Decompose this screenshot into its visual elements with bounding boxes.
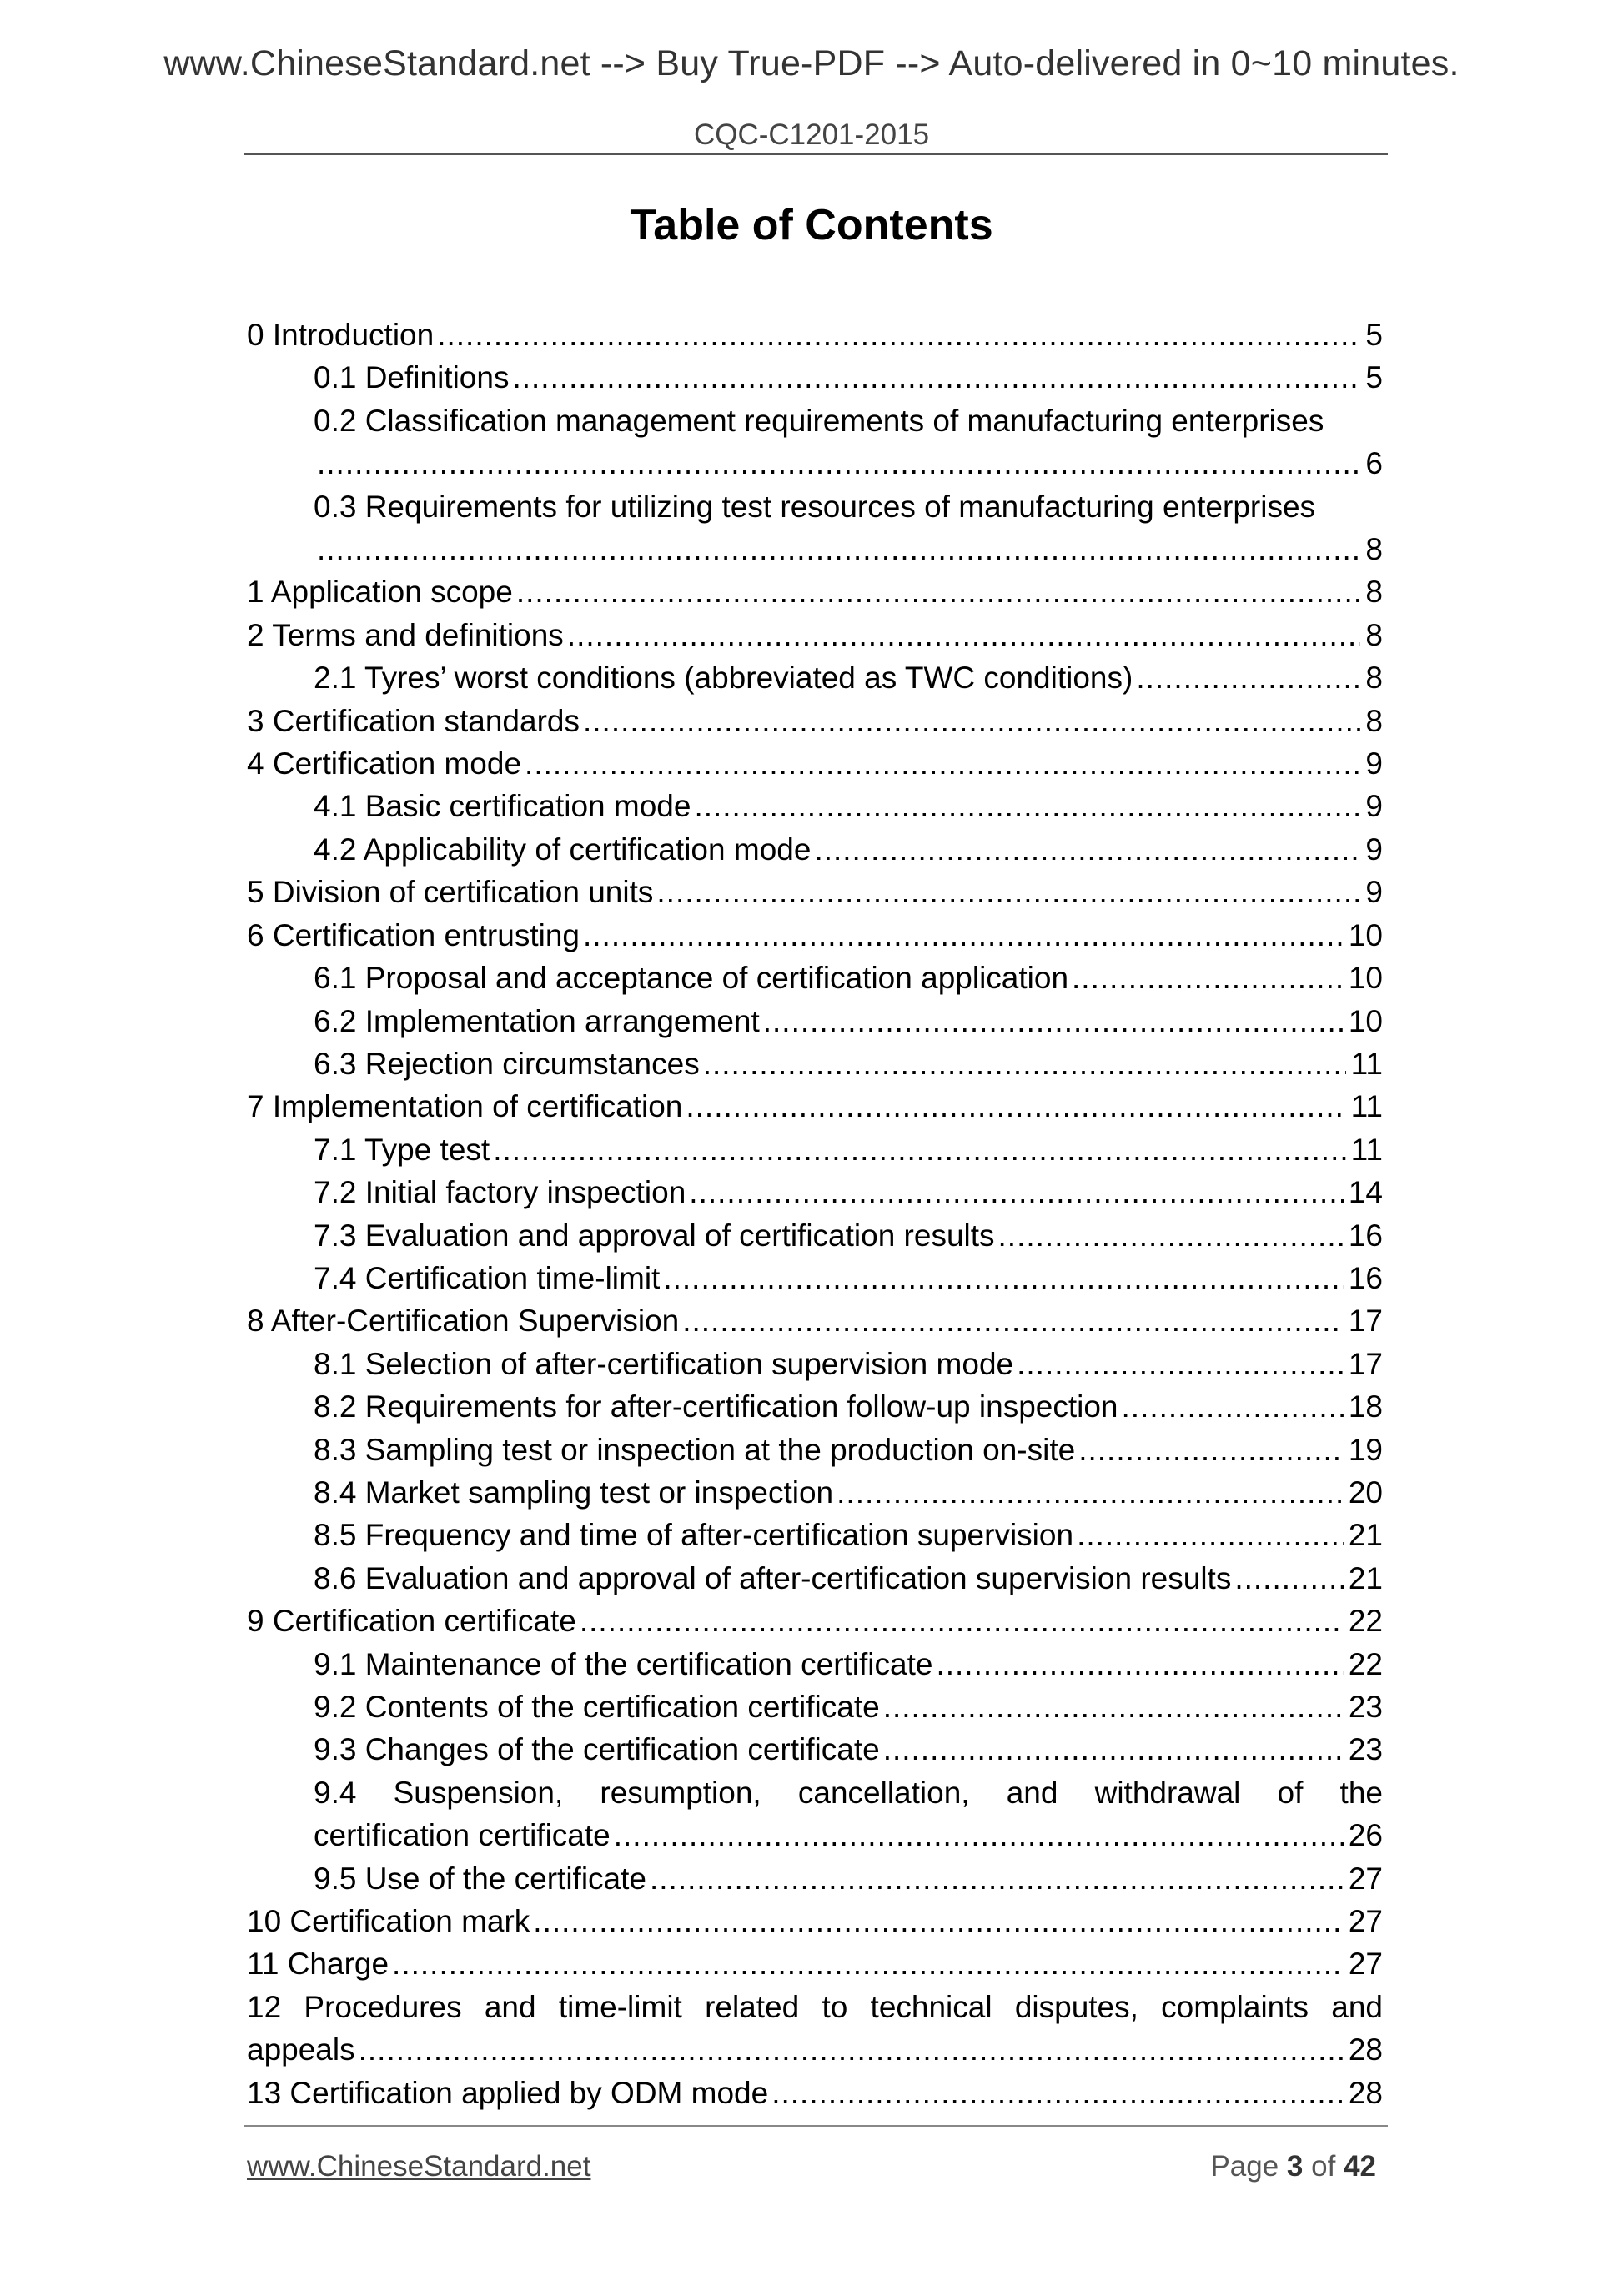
toc-entry-page: 6 [1365, 446, 1383, 481]
footer-rule [244, 2125, 1388, 2127]
toc-leader-dots [837, 1471, 1344, 1514]
toc-entry[interactable] [247, 570, 1383, 613]
toc-entry-page: 9 [1365, 746, 1383, 781]
toc-leader-dots [567, 614, 1361, 656]
toc-entry[interactable] [247, 1514, 1383, 1556]
toc-entry-page: 23 [1348, 1690, 1383, 1724]
toc-entry[interactable] [247, 1686, 1383, 1728]
toc-entry[interactable] [247, 1471, 1383, 1514]
toc-entry-page: 10 [1348, 961, 1383, 996]
toc-entry[interactable] [247, 1385, 1383, 1428]
toc-entry-page: 8 [1365, 703, 1383, 738]
toc-leader-dots [883, 1728, 1344, 1771]
toc-entry-label: 7.2 Initial factory inspection [314, 1175, 686, 1210]
toc-entry-page: 27 [1348, 1947, 1383, 1982]
toc-entry[interactable] [247, 485, 1383, 528]
toc-entry-page: 21 [1348, 1518, 1383, 1553]
toc-leader-dots [583, 914, 1344, 957]
toc-leader-dots [580, 1600, 1344, 1642]
toc-entry[interactable] [247, 1000, 1383, 1042]
toc-leader-dots [516, 570, 1361, 613]
toc-entry-page: 26 [1348, 1818, 1383, 1853]
toc-entry-label: 4.1 Basic certification mode [314, 789, 691, 824]
toc-entry-page: 10 [1348, 1003, 1383, 1038]
toc-entry[interactable] [247, 1600, 1383, 1642]
toc-leader-dots [512, 356, 1360, 399]
toc-entry-page: 11 [1350, 1046, 1383, 1081]
toc-entry-page: 8 [1365, 661, 1383, 696]
toc-entry-continuation[interactable] [247, 2028, 1383, 2071]
toc-entry-page: 8 [1365, 617, 1383, 652]
toc-entry-label: 7.1 Type test [314, 1132, 490, 1167]
toc-leader-dots [771, 2072, 1344, 2114]
toc-entry[interactable] [247, 742, 1383, 785]
toc-entry[interactable] [247, 1214, 1383, 1257]
toc-leader-dots [1078, 1429, 1344, 1471]
toc-entry-label: 8.2 Requirements for after-certification follow-up inspection [314, 1389, 1118, 1424]
toc-entry-page: 14 [1348, 1175, 1383, 1210]
toc-leader-dots [533, 1900, 1344, 1942]
toc-entry-label: 8.6 Evaluation and approval of after-certification supervision results [314, 1560, 1232, 1595]
toc-entry-label: 6.2 Implementation arrangement [314, 1003, 760, 1038]
toc-leader-dots [694, 785, 1360, 827]
toc-entry-page: 22 [1348, 1646, 1383, 1681]
toc-entry-label: 7 Implementation of certification [247, 1089, 683, 1124]
toc-entry-label: 9 Certification certificate [247, 1604, 576, 1639]
toc-entry[interactable] [247, 1171, 1383, 1213]
toc-entry[interactable] [247, 1042, 1383, 1085]
toc-entry-page: 8 [1365, 532, 1383, 567]
toc-entry[interactable] [247, 1085, 1383, 1128]
toc-entry-label: 6 Certification entrusting [247, 917, 580, 952]
toc-leader-dots [437, 314, 1360, 356]
toc-entry-label: 0 Introduction [247, 318, 435, 352]
toc-entry[interactable] [247, 957, 1383, 999]
toc-entry-page: 19 [1348, 1432, 1383, 1467]
toc-leader-dots [392, 1942, 1344, 1985]
toc-entry[interactable] [247, 2072, 1383, 2114]
footer-website-link[interactable]: www.ChineseStandard.net [247, 2150, 591, 2183]
toc-entry-continuation[interactable] [247, 528, 1383, 570]
toc-leader-dots [663, 1257, 1344, 1299]
table-of-contents [247, 314, 1383, 2114]
toc-entry-label: 9.2 Contents of the certification certificate [314, 1690, 880, 1724]
document-code: CQC-C1201-2015 [693, 118, 930, 151]
of-word: of [1311, 2150, 1336, 2183]
toc-entry-label: 9.3 Changes of the certification certificate [314, 1732, 880, 1767]
toc-entry-label: 0.2 Classification management requirements of manufacturing enterprises [314, 403, 1324, 438]
toc-leader-dots [998, 1214, 1344, 1257]
toc-entry-label: 2 Terms and definitions [247, 617, 564, 652]
toc-entry-page: 16 [1348, 1260, 1383, 1295]
toc-leader-dots [1122, 1385, 1344, 1428]
toc-entry-label-continued: certification certificate [314, 1818, 611, 1853]
toc-entry-page: 11 [1350, 1089, 1383, 1124]
toc-entry[interactable] [247, 1557, 1383, 1600]
toc-entry[interactable] [247, 914, 1383, 957]
toc-leader-dots [650, 1857, 1344, 1900]
page-indicator [1210, 2150, 1376, 2183]
toc-entry-label: 9.5 Use of the certificate [314, 1861, 646, 1896]
toc-entry-label: 8.5 Frequency and time of after-certification supervision [314, 1518, 1074, 1553]
toc-entry-label: 8.1 Selection of after-certification supervision mode [314, 1346, 1014, 1381]
toc-entry-label: 13 Certification applied by ODM mode [247, 2075, 769, 2110]
toc-entry-label: 0.1 Definitions [314, 360, 510, 395]
toc-leader-dots [493, 1128, 1345, 1171]
toc-leader-dots [936, 1643, 1343, 1686]
toc-entry-label: 5 Division of certification units [247, 875, 654, 910]
toc-entry[interactable] [247, 399, 1383, 442]
toc-entry[interactable] [247, 1343, 1383, 1385]
toc-leader-dots [814, 828, 1360, 871]
page-word: Page [1210, 2150, 1279, 2183]
toc-entry[interactable] [247, 1942, 1383, 1985]
toc-entry-label: 6.1 Proposal and acceptance of certification application [314, 961, 1069, 996]
toc-entry-page: 20 [1348, 1475, 1383, 1510]
toc-entry[interactable] [247, 614, 1383, 656]
toc-leader-dots [1017, 1343, 1344, 1385]
toc-entry[interactable] [247, 871, 1383, 913]
toc-leader-dots [689, 1171, 1344, 1213]
toc-entry-page: 17 [1348, 1304, 1383, 1339]
toc-entry-label: 0.3 Requirements for utilizing test resources of manufacturing enterprises [314, 489, 1316, 524]
toc-entry-page: 9 [1365, 875, 1383, 910]
toc-entry[interactable] [247, 656, 1383, 699]
toc-leader-dots [763, 1000, 1344, 1042]
toc-entry-label: 11 Charge [247, 1947, 389, 1982]
toc-entry[interactable] [247, 785, 1383, 827]
toc-entry-continuation[interactable] [247, 442, 1383, 485]
toc-entry-label: 8 After-Certification Supervision [247, 1304, 680, 1339]
site-banner: www.ChineseStandard.net --> Buy True-PDF --> Auto-delivered in 0~10 minutes. [163, 43, 1460, 83]
toc-entry-page: 11 [1350, 1132, 1383, 1167]
toc-entry-label: 7.4 Certification time-limit [314, 1260, 661, 1295]
page-total: 42 [1344, 2150, 1376, 2183]
toc-entry[interactable] [247, 828, 1383, 871]
toc-entry-label: 4.2 Applicability of certification mode [314, 831, 812, 867]
toc-entry-label: 8.3 Sampling test or inspection at the production on-site [314, 1432, 1076, 1467]
toc-entry[interactable] [247, 1900, 1383, 1942]
toc-leader-dots [686, 1085, 1345, 1128]
toc-leader-dots [1072, 957, 1344, 999]
toc-entry-page: 5 [1365, 360, 1383, 395]
toc-entry-label: 9.1 Maintenance of the certification certificate [314, 1646, 933, 1681]
toc-entry-continuation[interactable] [247, 1814, 1383, 1856]
toc-entry-label: 8.4 Market sampling test or inspection [314, 1475, 834, 1510]
toc-entry-label-continued: appeals [247, 2032, 355, 2067]
toc-entry-page: 28 [1348, 2032, 1383, 2067]
toc-entry-page: 9 [1365, 831, 1383, 867]
toc-entry[interactable] [247, 1771, 1383, 1814]
toc-entry[interactable] [247, 1299, 1383, 1342]
toc-entry[interactable] [247, 1986, 1383, 2028]
page-current: 3 [1286, 2150, 1304, 2183]
toc-entry[interactable] [247, 1857, 1383, 1900]
toc-entry-label: 1 Application scope [247, 575, 513, 610]
page-title: Table of Contents [630, 201, 993, 249]
toc-entry-label: 9.4 Suspension, resumption, cancellation, and withdrawal of the [314, 1775, 1383, 1810]
toc-entry-page: 18 [1348, 1389, 1383, 1424]
toc-entry-label: 4 Certification mode [247, 746, 522, 781]
toc-entry-label: 12 Procedures and time-limit related to technical disputes, complaints and [247, 1989, 1383, 2024]
toc-entry[interactable] [247, 356, 1383, 399]
toc-entry-page: 23 [1348, 1732, 1383, 1767]
toc-entry-page: 10 [1348, 917, 1383, 952]
toc-entry-page: 21 [1348, 1560, 1383, 1595]
toc-leader-dots [682, 1299, 1344, 1342]
toc-entry-page: 5 [1365, 318, 1383, 352]
toc-entry-page: 16 [1348, 1218, 1383, 1253]
toc-entry-page: 27 [1348, 1861, 1383, 1896]
toc-entry[interactable] [247, 1643, 1383, 1686]
toc-entry-page: 17 [1348, 1346, 1383, 1381]
toc-entry-page: 28 [1348, 2075, 1383, 2110]
toc-leader-dots [703, 1042, 1346, 1085]
toc-entry[interactable] [247, 1128, 1383, 1171]
toc-leader-dots [525, 742, 1360, 785]
toc-leader-dots [317, 528, 1360, 570]
toc-entry[interactable] [247, 1257, 1383, 1299]
toc-leader-dots [1077, 1514, 1344, 1556]
toc-leader-dots [656, 871, 1360, 913]
toc-entry[interactable] [247, 1728, 1383, 1771]
toc-leader-dots [359, 2028, 1344, 2071]
toc-leader-dots [317, 442, 1360, 485]
toc-entry[interactable] [247, 700, 1383, 742]
toc-entry-page: 27 [1348, 1904, 1383, 1939]
toc-entry[interactable] [247, 314, 1383, 356]
toc-entry-label: 2.1 Tyres’ worst conditions (abbreviated as TWC conditions) [314, 661, 1133, 696]
toc-entry-page: 9 [1365, 789, 1383, 824]
toc-entry[interactable] [247, 1429, 1383, 1471]
toc-leader-dots [1136, 656, 1360, 699]
toc-entry-page: 22 [1348, 1604, 1383, 1639]
toc-entry-label: 10 Certification mark [247, 1904, 530, 1939]
toc-entry-page: 8 [1365, 575, 1383, 610]
toc-entry-label: 6.3 Rejection circumstances [314, 1046, 700, 1081]
toc-leader-dots [583, 700, 1360, 742]
toc-leader-dots [614, 1814, 1344, 1856]
toc-entry-label: 7.3 Evaluation and approval of certification results [314, 1218, 995, 1253]
toc-leader-dots [1234, 1557, 1344, 1600]
toc-leader-dots [883, 1686, 1344, 1728]
toc-entry-label: 3 Certification standards [247, 703, 580, 738]
header-rule [244, 153, 1388, 155]
